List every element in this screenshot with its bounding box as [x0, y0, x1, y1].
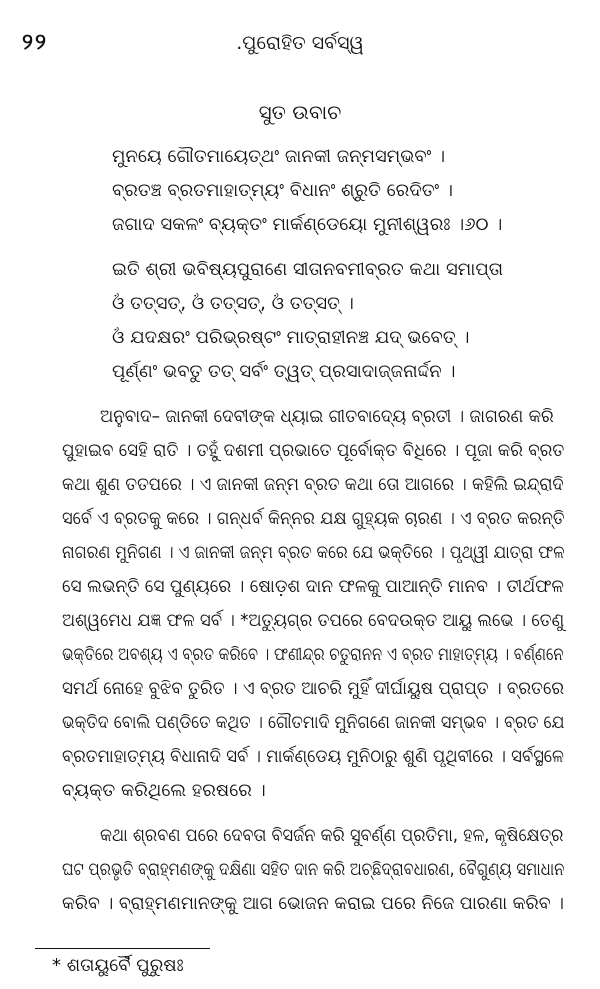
translation-line: ଅନୁବାଦ– ଜାନକୀ ଦେବୀଙ୍କ ଧ୍ୟାଇ ଗୀତବାଦ୍ୟେ ବ୍ରତୀ । ଜାଗରଣ କରି	[100, 406, 554, 427]
verse-line: ଜଗାଦ ସକଳଂ ବ୍ୟକ୍ତଂ ମାର୍କଣ୍ଡେୟୋ ମୁନୀଶ୍ୱରଃ ।୬୦ ।	[112, 214, 503, 235]
footnote-divider	[35, 948, 210, 949]
translation-line: ନାଗରଣ ମୁନିଗଣ । ଏ ଜାନକୀ ଜନ୍ମ ବ୍ରତ କରେ ଯେ ଭକ୍ତିରେ । ପୃଥ୍ୱୀ ଯାତ୍ରା ଫଳ	[62, 542, 565, 563]
page-header	[0, 30, 600, 70]
translation-line: ସେ ଲଭନ୍ତି ସେ ପୁଣ୍ୟରେ । ଷୋଡ଼ଶ ଦାନ ଫଳକୁ ପାଆନ୍ତି ମାନବ । ତୀର୍ଥଫଳ	[62, 576, 564, 597]
closing-line: କଥା ଶ୍ରବଣ ପରେ ଦେବତା ବିସର୍ଜନ କରି ସୁବର୍ଣ୍ଣ ପ୍ରତିମା, ହଳ, କୃଷିକ୍ଷେତ୍ର	[100, 825, 564, 846]
footnote: * ଶତାୟୁର୍ବୈ ପୁରୁଷଃ	[52, 955, 184, 976]
closing-line: ଘଟ ପ୍ରଭୃତି ବ୍ରାହ୍ମଣଙ୍କୁ ଦକ୍ଷିଣା ସହିତ ଦାନ କରି ଅଚ୍ଛିଦ୍ରାବଧାରଣ, ବୈଗୁଣ୍ୟ ସମାଧାନ	[62, 859, 565, 880]
translation-line: ଭକ୍ତିରେ ଅବଶ୍ୟ ଏ ବ୍ରତ କରିବେ । ଫଣୀନ୍ଦ୍ର ଚତୁରାନନ ଏ ବ୍ରତ ମାହାତ୍ମ୍ୟ । ବର୍ଣ୍ଣନେ	[62, 644, 564, 665]
colophon-line: ପୂର୍ଣ୍ଣଂ ଭବତୁ ତତ୍ ସର୍ବଂ ତ୍ୱତ୍ ପ୍ରସାଦାଜ୍ଜନାର୍ଦ୍ଦନ ।	[112, 361, 456, 382]
colophon-line: ଓଁ ତତ୍‌ସତ୍‌, ଓଁ ତତ୍‌ସତ୍‌, ଓଁ ତତ୍‌ସତ୍‌ ।	[112, 293, 354, 314]
translation-line: ବ୍ରତମାହାତ୍ମ୍ୟ ବିଧାନାଦି ସର୍ବ । ମାର୍କଣ୍ଡେୟ ମୁନିଠାରୁ ଶୁଣି ପୃଥିବୀରେ । ସର୍ବସ୍ଥଳେ	[62, 746, 564, 767]
translation-line: ସମର୍ଥ ନୋହେ ବୁଝିବ ତୁରିତ । ଏ ବ୍ରତ ଆଚରି ମୁହିଁ ଦୀର୍ଘାୟୁଷ ପ୍ରାପ୍ତ । ବ୍ରତରେ	[62, 678, 565, 699]
closing-line: କରିବ । ବ୍ରାହ୍ମଣମାନଙ୍କୁ ଆଗ ଭୋଜନ କରାଇ ପରେ ନିଜେ ପାରଣା କରିବ ।	[62, 893, 564, 914]
section-title: ସୁତ ଉବାଚ	[258, 100, 342, 124]
verse-line: ବ୍ରତଞ୍ଚ ବ୍ରତମାହାତ୍ମ୍ୟଂ ବିଧାନଂ ଶ୍ରୁତି ରେଦିତଂ ।	[112, 180, 453, 201]
translation-line: ପୁହାଇବ ସେହି ରାତି । ତହୁଁ ଦଶମୀ ପ୍ରଭାତେ ପୂର୍ବୋକ୍ତ ବିଧିରେ । ପୂଜା କରି ବ୍ରତ	[62, 440, 565, 461]
translation-line: ଭକ୍ତିଦ ବୋଲି ପଣ୍ଡିତେ କଥିତ । ଗୌତମାଦି ମୁନିଗଣେ ଜାନକୀ ସମ୍ଭବ । ବ୍ରତ ଯେ	[62, 712, 565, 733]
translation-line: ସର୍ବେ ଏ ବ୍ରତକୁ କରେ । ଗନ୍ଧର୍ବ କିନ୍ନର ଯକ୍ଷ ଗୁହ୍ୟକ ଚାରଣ । ଏ ବ୍ରତ କରନ୍ତି	[62, 508, 565, 529]
running-title: .ପୁରୋହିତ ସର୍ବସ୍ୱ	[236, 32, 364, 54]
colophon-line: ଓଁ ଯଦକ୍ଷରଂ ପରିଭ୍ରଷ୍ଟଂ ମାତ୍ରାହୀନଞ୍ଚ ଯଦ୍ ଭବେତ୍ ।	[112, 327, 470, 348]
translation-line: ଅଶ୍ୱମେଧ ଯଜ୍ଞ ଫଳ ସର୍ବ । *ଅତ୍ୟୁଗ୍ର ତପରେ ବେଦଉକ୍ତ ଆୟୁ ଲଭେ । ତେଣୁ	[62, 610, 565, 631]
translation-line: କଥା ଶୁଣ ତତପରେ । ଏ ଜାନକୀ ଜନ୍ମ ବ୍ରତ କଥା ତୋ ଆଗରେ । କହିଲି ଇନ୍ଦ୍ରାଦି	[62, 474, 564, 495]
colophon-line: ଇତି ଶ୍ରୀ ଭବିଷ୍ୟପୁରାଣେ ସୀତାନବମୀବ୍ରତ କଥା ସମାପ୍ତା	[112, 259, 504, 280]
verse-line: ମୁନୟେ ଗୌତମାୟେତ୍‌ଥଂ ଜାନକୀ ଜନ୍ମସମ୍ଭବଂ ।	[112, 146, 446, 167]
page-number: ୨୨	[22, 30, 48, 55]
translation-line: ବ୍ୟକ୍ତ କରିଥିଲେ ହରଷରେ ।	[62, 780, 266, 801]
